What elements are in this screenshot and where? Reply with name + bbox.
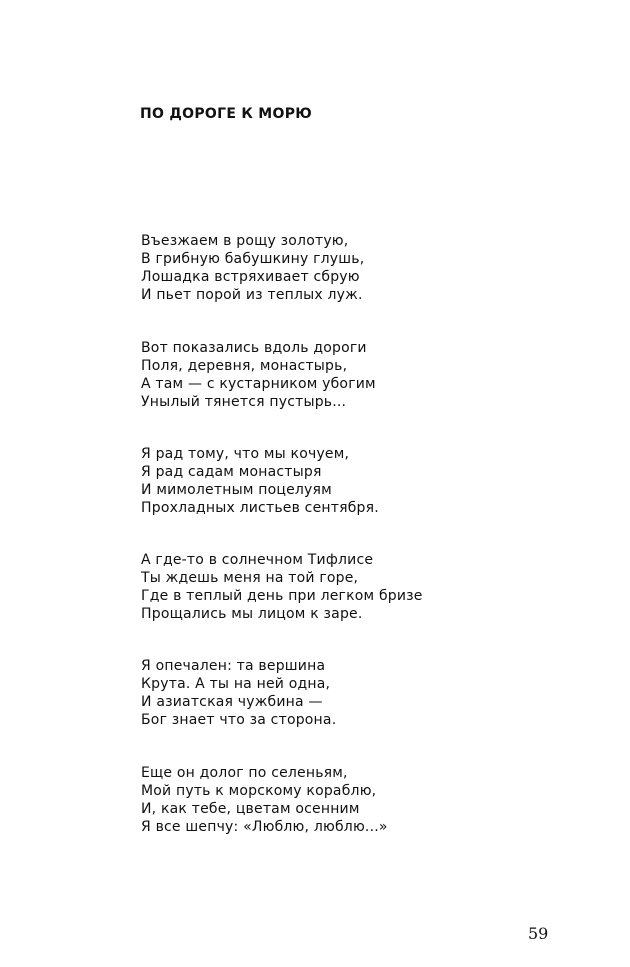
stanza-line: Вот показались вдоль дороги	[141, 340, 367, 356]
stanza-6	[141, 764, 388, 836]
stanza-line: Я опечален: та вершина	[141, 658, 326, 674]
stanza-line: Мой путь к морскому кораблю,	[141, 783, 377, 799]
stanza-5	[141, 657, 336, 729]
page-number: 59	[528, 924, 549, 943]
stanza-3	[141, 445, 379, 517]
stanza-2	[141, 339, 376, 411]
stanza-line: И пьет порой из теплых луж.	[141, 287, 363, 303]
stanza-line: И азиатская чужбина —	[141, 694, 323, 710]
stanza-line: А где-то в солнечном Тифлисе	[141, 552, 374, 568]
stanza-line: Я рад садам монастыря	[141, 464, 322, 480]
stanza-line: А там — с кустарником убогим	[141, 376, 376, 392]
stanza-line: Бог знает что за сторона.	[141, 712, 337, 728]
stanza-line: Прощались мы лицом к заре.	[141, 606, 363, 622]
stanza-line: Въезжаем в рощу золотую,	[141, 233, 349, 249]
stanza-line: Унылый тянется пустырь...	[141, 394, 347, 410]
stanza-line: Лошадка встряхивает сбрую	[141, 269, 360, 285]
stanza-line: Я все шепчу: «Люблю, люблю...»	[141, 819, 388, 835]
poem-title: ПО ДОРОГЕ К МОРЮ	[140, 106, 313, 122]
stanza-line: Прохладных листьев сентября.	[141, 500, 379, 516]
stanza-line: Где в теплый день при легком бризе	[141, 588, 423, 604]
stanza-line: Крута. А ты на ней одна,	[141, 676, 331, 692]
stanza-line: И мимолетным поцелуям	[141, 482, 332, 498]
stanza-line: Поля, деревня, монастырь,	[141, 358, 348, 374]
stanza-line: Я рад тому, что мы кочуем,	[141, 446, 350, 462]
stanza-line: И, как тебе, цветам осенним	[141, 801, 360, 817]
stanza-line: Еще он долог по селеньям,	[141, 765, 348, 781]
stanza-line: Ты ждешь меня на той горе,	[141, 570, 359, 586]
stanza-1	[141, 232, 364, 304]
stanza-line: В грибную бабушкину глушь,	[141, 251, 365, 267]
stanza-4	[141, 551, 423, 623]
